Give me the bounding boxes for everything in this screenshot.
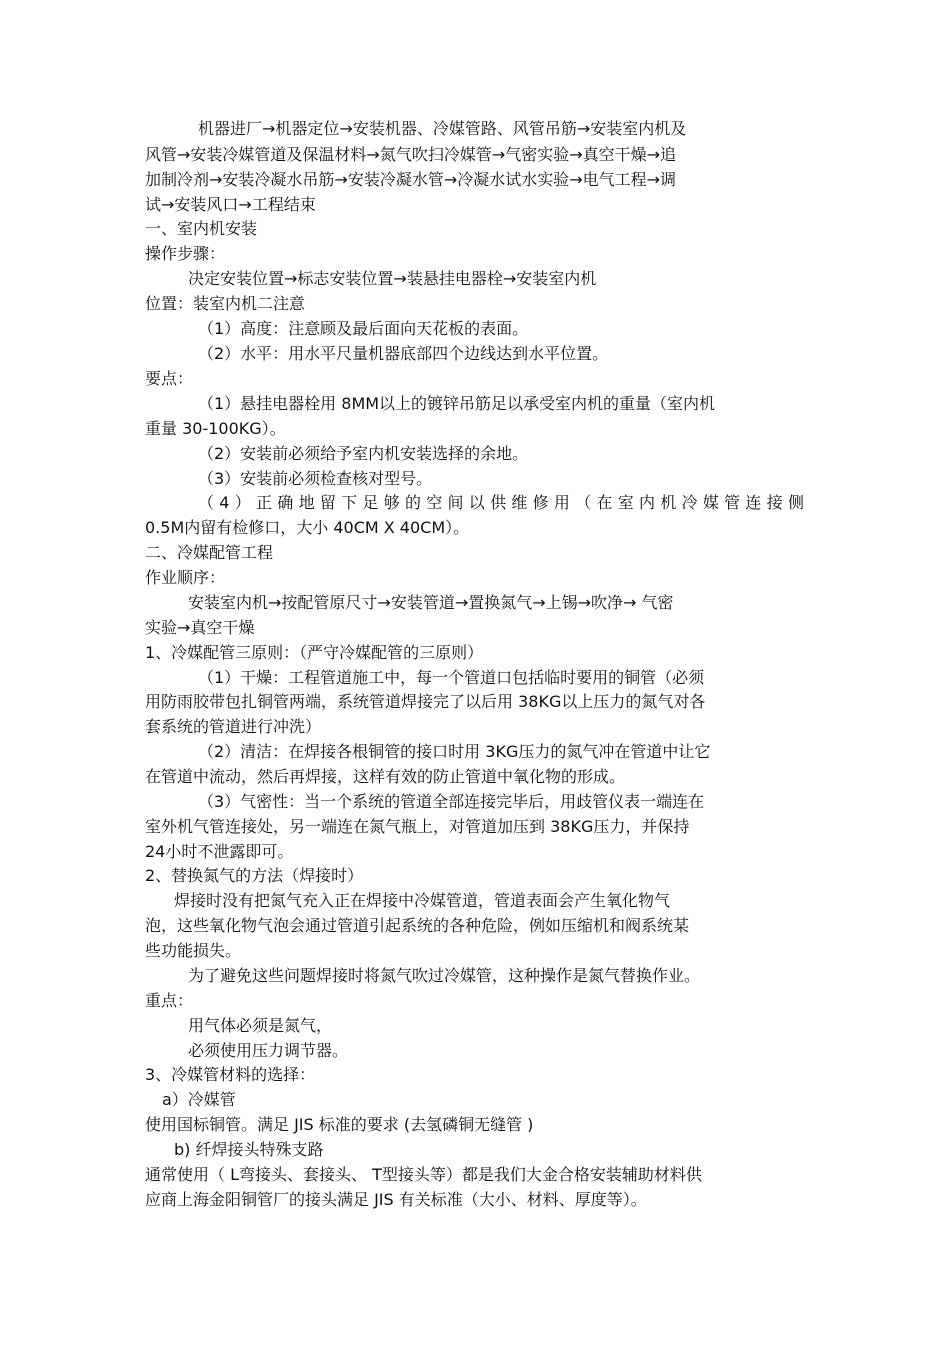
text-line: 些功能损失。: [145, 941, 242, 960]
text-line: 风管→安装冷媒管道及保温材料→氮气吹扫冷媒管→气密实验→真空干燥→追: [145, 145, 677, 164]
text-line: 位置：装室内机二注意: [145, 294, 306, 313]
text-line: 1、冷媒配管三原则：（严守冷媒配管的三原则）: [145, 643, 484, 662]
text-line: 在管道中流动，然后再焊接，这样有效的防止管道中氧化物的形成。: [145, 767, 626, 786]
section-heading: 一、室内机安装: [145, 219, 258, 238]
text-line: （3）气密性：当一个系统的管道全部连接完毕后，用歧管仪表一端连在: [198, 792, 705, 811]
text-line: （1）高度：注意顾及最后面向天花板的表面。: [198, 319, 529, 338]
text-line: 要点：: [145, 369, 194, 388]
text-line: （2）清洁：在焊接各根铜管的接口时用 3KG压力的氮气冲在管道中让它: [198, 742, 711, 761]
text-line: 重点：: [145, 991, 194, 1010]
section-heading: 二、冷媒配管工程: [145, 543, 274, 562]
text-line: 泡，这些氧化物气泡会通过管道引起系统的各种危险，例如压缩机和阀系统某: [145, 916, 690, 935]
text-line: 必须使用压力调节器。: [188, 1041, 349, 1060]
text-line: 安装室内机→按配管原尺寸→安装管道→置换氮气→上锡→吹净→ 气密: [188, 593, 674, 612]
text-line: 实验→真空干燥: [145, 618, 255, 637]
section-heading: 3、冷媒管材料的选择：: [145, 1065, 316, 1084]
text-line: 应商上海金阳铜管厂的接头满足 JIS 有关标准（大小、材料、厚度等）。: [145, 1190, 647, 1209]
text-line: 套系统的管道进行冲洗）: [145, 717, 322, 736]
text-line: 操作步骤：: [145, 244, 226, 263]
text-line: b) 纤焊接头特殊支路: [174, 1140, 324, 1159]
text-line: （2）安装前必须给予室内机安装选择的余地。: [198, 444, 529, 463]
text-line: 24小时不泄露即可。: [145, 842, 294, 861]
section-heading: 2、替换氮气的方法（焊接时）: [145, 866, 364, 885]
text-line: （1）干燥：工程管道施工中，每一个管道口包括临时要用的铜管（必须: [198, 668, 705, 687]
text-line: 重量 30-100KG）。: [145, 419, 286, 438]
text-line: 加制冷剂→安装冷凝水吊筋→安装冷凝水管→冷凝水试水实验→电气工程→调: [145, 170, 677, 189]
text-line: 用气体必须是氮气，: [188, 1016, 333, 1035]
text-line: 使用国标铜管。满足 JIS 标准的要求 (去氢磷铜无缝管 ): [145, 1115, 534, 1134]
text-line: 试→安装风口→工程结束: [145, 195, 316, 214]
text-line: 作业顺序：: [145, 568, 226, 587]
text-line: a）冷媒管: [162, 1090, 236, 1109]
text-line: （1）悬挂电器栓用 8MM以上的镀锌吊筋足以承受室内机的重量（室内机: [198, 394, 716, 413]
text-line: 通常使用（ L弯接头、套接头、 T型接头等）都是我们大金合格安装辅助材料供: [145, 1165, 702, 1184]
text-line: 室外机气管连接处，另一端连在氮气瓶上，对管道加压到 38KG压力，并保持: [145, 817, 690, 836]
text-line: （2）水平：用水平尺量机器底部四个边线达到水平位置。: [198, 344, 609, 363]
text-line: 0.5M内留有检修口，大小 40CM X 40CM）。: [145, 518, 470, 537]
text-line: 用防雨胶带包扎铜管两端，系统管道焊接完了以后用 38KG以上压力的氮气对各: [145, 692, 706, 711]
text-line: 焊接时没有把氮气充入正在焊接中冷媒管道，管道表面会产生氧化物气: [174, 891, 671, 910]
text-line: 为了避免这些问题焊接时将氮气吹过冷媒管，这种操作是氮气替换作业。: [188, 966, 701, 985]
text-line: 机器进厂→机器定位→安装机器、冷媒管路、风管吊筋→安装室内机及: [198, 119, 687, 138]
text-line: （3）安装前必须检查核对型号。: [198, 469, 433, 488]
text-line: （4）正确地留下足够的空间以供维修用（在室内机冷媒管连接侧: [198, 493, 804, 512]
text-line: 决定安装位置→标志安装位置→装悬挂电器栓→安装室内机: [188, 269, 597, 288]
